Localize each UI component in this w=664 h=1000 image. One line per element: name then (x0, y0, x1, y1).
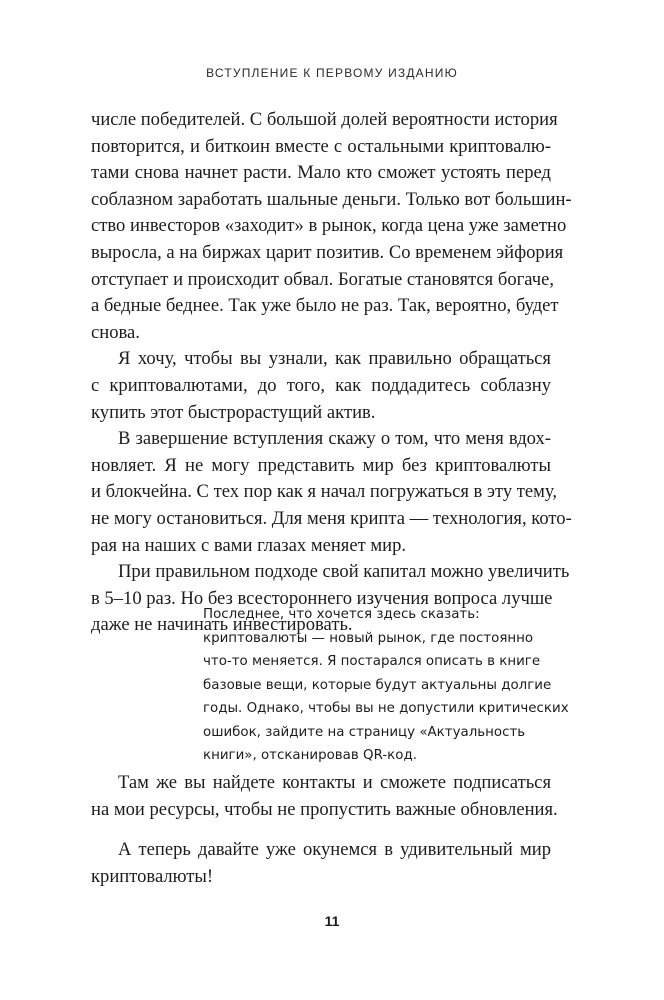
closing-paragraph-contacts (91, 770, 558, 823)
callout-line: криптовалюты — новый рынок, где постоянно (203, 630, 534, 646)
running-header: ВСТУПЛЕНИЕ К ПЕРВОМУ ИЗДАНИЮ (206, 66, 458, 80)
callout-line: ошибок, зайдите на страницу «Актуальность (203, 724, 526, 740)
text-line: с криптовалютами, до того, как поддадитесь соблазну (91, 374, 551, 396)
text-line: снова. (91, 321, 140, 343)
closing-paragraph-final (91, 837, 551, 890)
callout-line: книги», отсканировав QR-код. (203, 748, 417, 763)
callout-note (203, 603, 583, 768)
text-line: А теперь давайте уже окунемся в удивительный мир (118, 839, 551, 860)
text-line: не могу остановиться. Для меня крипта — технология, кото- (91, 507, 572, 529)
text-line: в 5–10 раз. Но без всестороннего изучения вопроса лучше (91, 587, 553, 609)
page-number: 11 (324, 913, 340, 929)
text-line: отступает и происходит обвал. Богатые становятся богаче, (91, 268, 555, 290)
text-line: Я хочу, чтобы вы узнали, как правильно обращаться (118, 348, 551, 370)
text-line: повторится, и биткоин вместе с остальными криптовалю- (91, 135, 551, 157)
text-line: числе победителей. С большой долей вероятности история (91, 109, 558, 130)
text-line: ство инвесторов «заходит» в рынок, когда цена уже заметно (91, 215, 567, 237)
text-line: криптовалюты! (91, 865, 214, 887)
text-line: даже не начинать инвестировать. (91, 614, 353, 636)
callout-line: базовые вещи, которые будут актуальны долгие (203, 677, 552, 693)
text-line: При правильном подходе свой капитал можно увеличить (118, 561, 570, 583)
text-line: и блокчейна. С тех пор как я начал погружаться в эту тему, (91, 481, 558, 503)
text-line: соблазном заработать шальные деньги. Только вот большин- (91, 188, 572, 210)
text-line: на мои ресурсы, чтобы не пропустить важные обновления. (91, 798, 558, 820)
text-line: выросла, а на биржах царит позитив. Со временем эйфория (91, 241, 564, 263)
text-line: тами снова начнет расти. Мало кто сможет устоять перед (91, 162, 551, 184)
text-line: рая на наших с вами глазах меняет мир. (91, 534, 407, 556)
callout-line: что-то меняется. Я постарался описать в книге (203, 654, 541, 669)
callout-line: годы. Однако, чтобы вы не допустили критических (203, 701, 569, 716)
text-line: купить этот быстрорастущий актив. (91, 401, 376, 423)
text-line: В завершение вступления скажу о том, что меня вдох- (118, 428, 551, 450)
text-line: а бедные беднее. Так уже было не раз. Так, вероятно, будет (91, 295, 559, 317)
callout-line: Последнее, что хочется здесь сказать: (203, 607, 480, 622)
text-line: новляет. Я не могу представить мир без криптовалюты (91, 454, 551, 476)
main-text (91, 107, 572, 639)
text-line: Там же вы найдете контакты и сможете подписаться (118, 772, 551, 793)
